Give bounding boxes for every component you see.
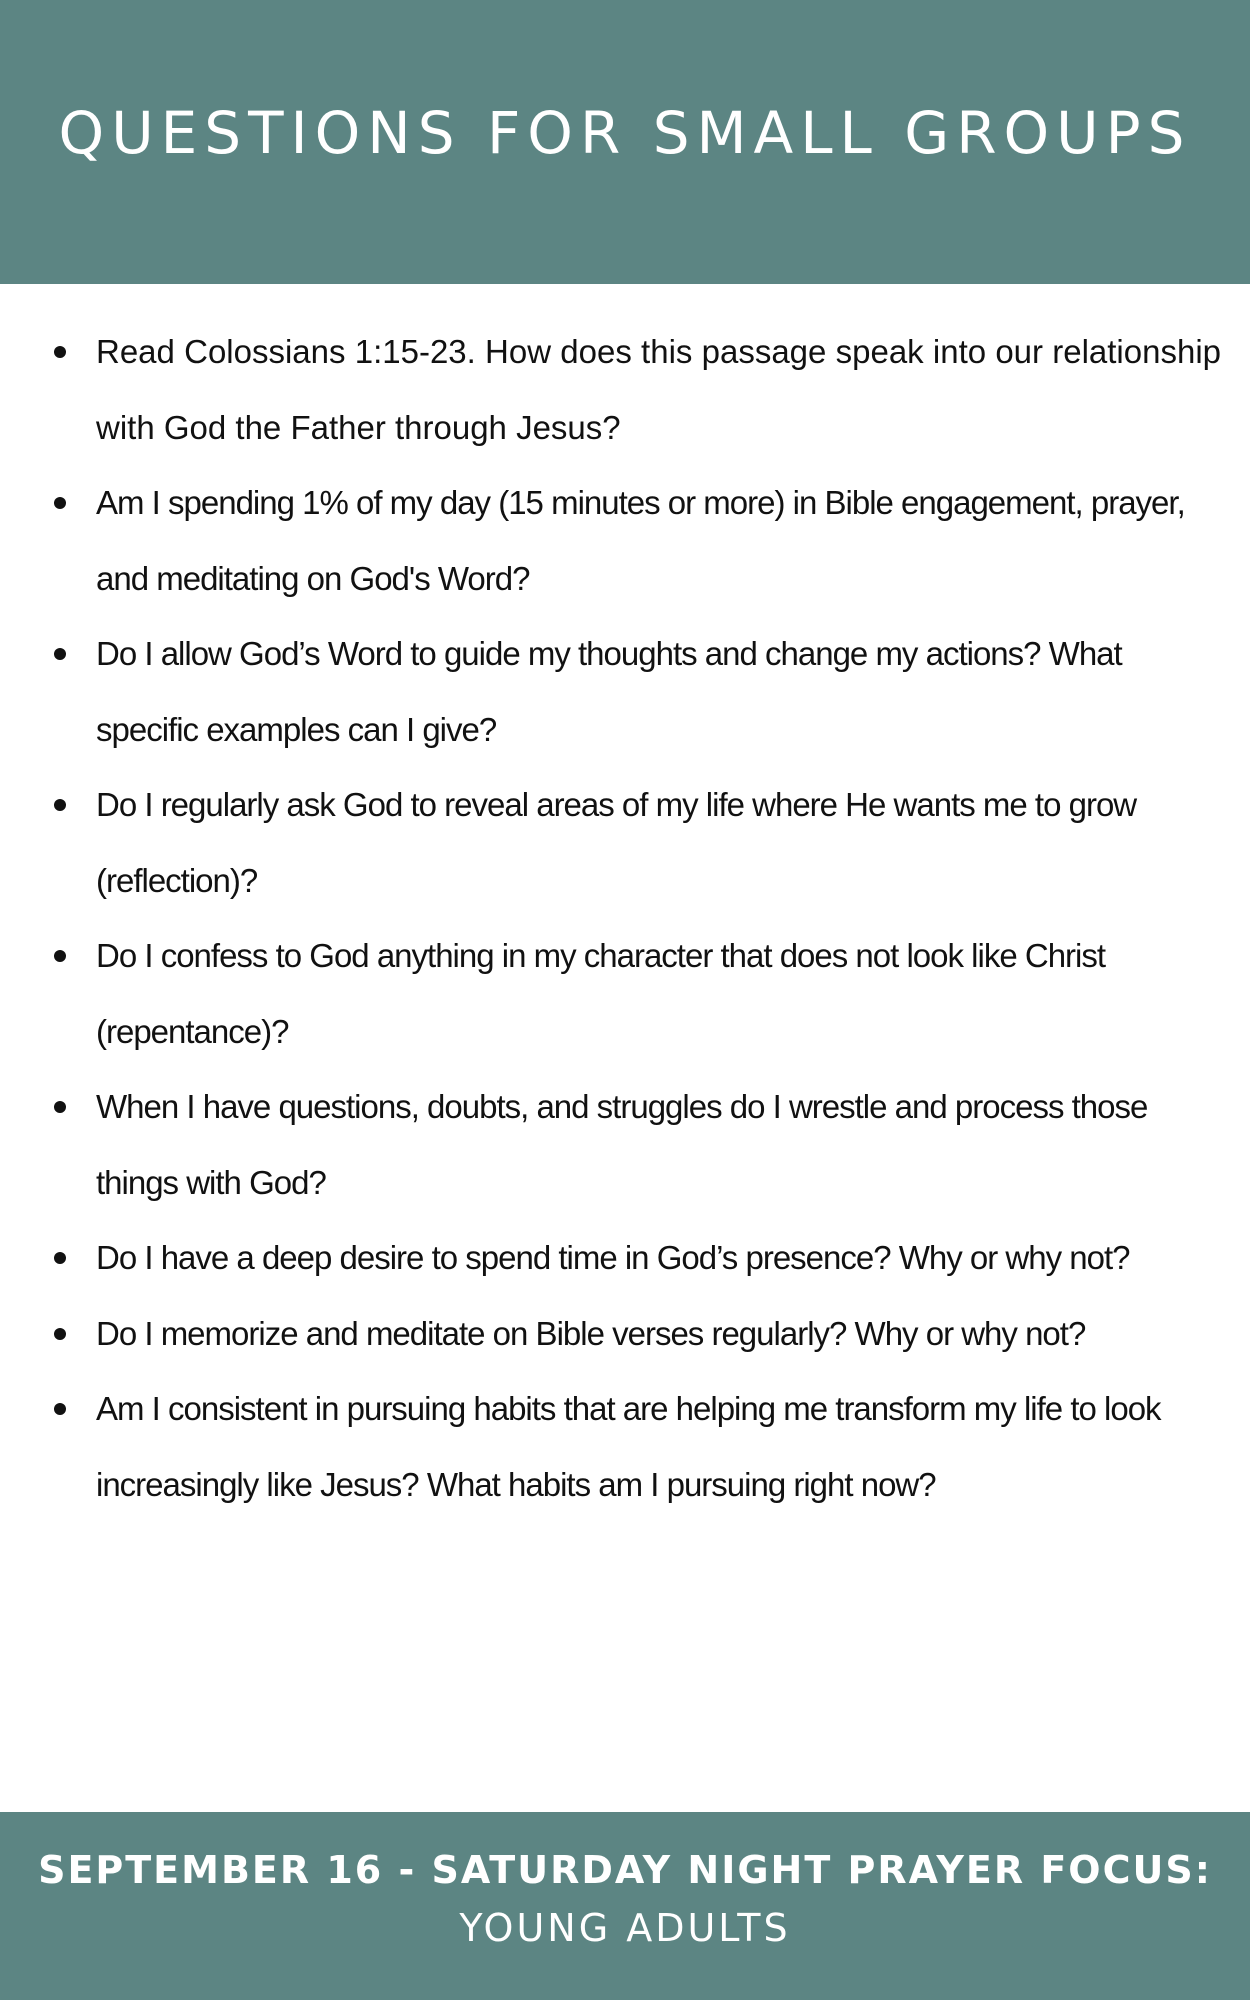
bullet-icon — [54, 799, 66, 811]
list-item — [0, 1220, 1221, 1296]
question-text: Do I have a deep desire to spend time in God’s presence? Why or why not? — [96, 1239, 1130, 1276]
header-banner — [0, 0, 1250, 284]
question-text: Do I regularly ask God to reveal areas of my life where He wants me to grow (reflection)? — [96, 786, 1137, 899]
list-item — [0, 465, 1221, 616]
bullet-icon — [54, 1328, 66, 1340]
list-item — [0, 918, 1221, 1069]
questions-list — [0, 314, 1250, 1522]
list-item — [0, 314, 1221, 465]
bullet-icon — [54, 648, 66, 660]
bullet-icon — [54, 950, 66, 962]
list-item — [0, 1069, 1221, 1220]
question-text: Do I memorize and meditate on Bible verses regularly? Why or why not? — [96, 1314, 1086, 1352]
question-text: When I have questions, doubts, and struggles do I wrestle and process those things with God? — [96, 1088, 1148, 1201]
bullet-icon — [54, 497, 66, 509]
question-text: Do I confess to God anything in my character that does not look like Christ (repentance)? — [96, 937, 1106, 1050]
list-item — [0, 1371, 1221, 1522]
page-title: QUESTIONS FOR SMALL GROUPS — [58, 99, 1192, 167]
question-text: Am I consistent in pursuing habits that are helping me transform my life to look increasingly like Jesus? What habits am I pursuing right now? — [96, 1390, 1161, 1503]
list-item — [0, 616, 1221, 767]
bullet-icon — [54, 1101, 66, 1113]
footer-banner — [0, 1812, 1250, 2000]
bullet-icon — [54, 346, 66, 358]
list-item — [0, 1296, 1221, 1372]
question-text: Am I spending 1% of my day (15 minutes or more) in Bible engagement, prayer, and meditating on God's Word? — [96, 484, 1185, 597]
bullet-icon — [54, 1252, 66, 1264]
prayer-focus-date: SEPTEMBER 16 - SATURDAY NIGHT PRAYER FOCUS: — [38, 1848, 1212, 1892]
prayer-focus-subject: YOUNG ADULTS — [459, 1906, 791, 1950]
bullet-icon — [54, 1403, 66, 1415]
question-text: Read Colossians 1:15-23. How does this passage speak into our relationship with God the Father through Jesus? — [96, 333, 1221, 446]
question-text: Do I allow God’s Word to guide my thoughts and change my actions? What specific examples can I give? — [96, 635, 1122, 748]
list-item — [0, 767, 1221, 918]
